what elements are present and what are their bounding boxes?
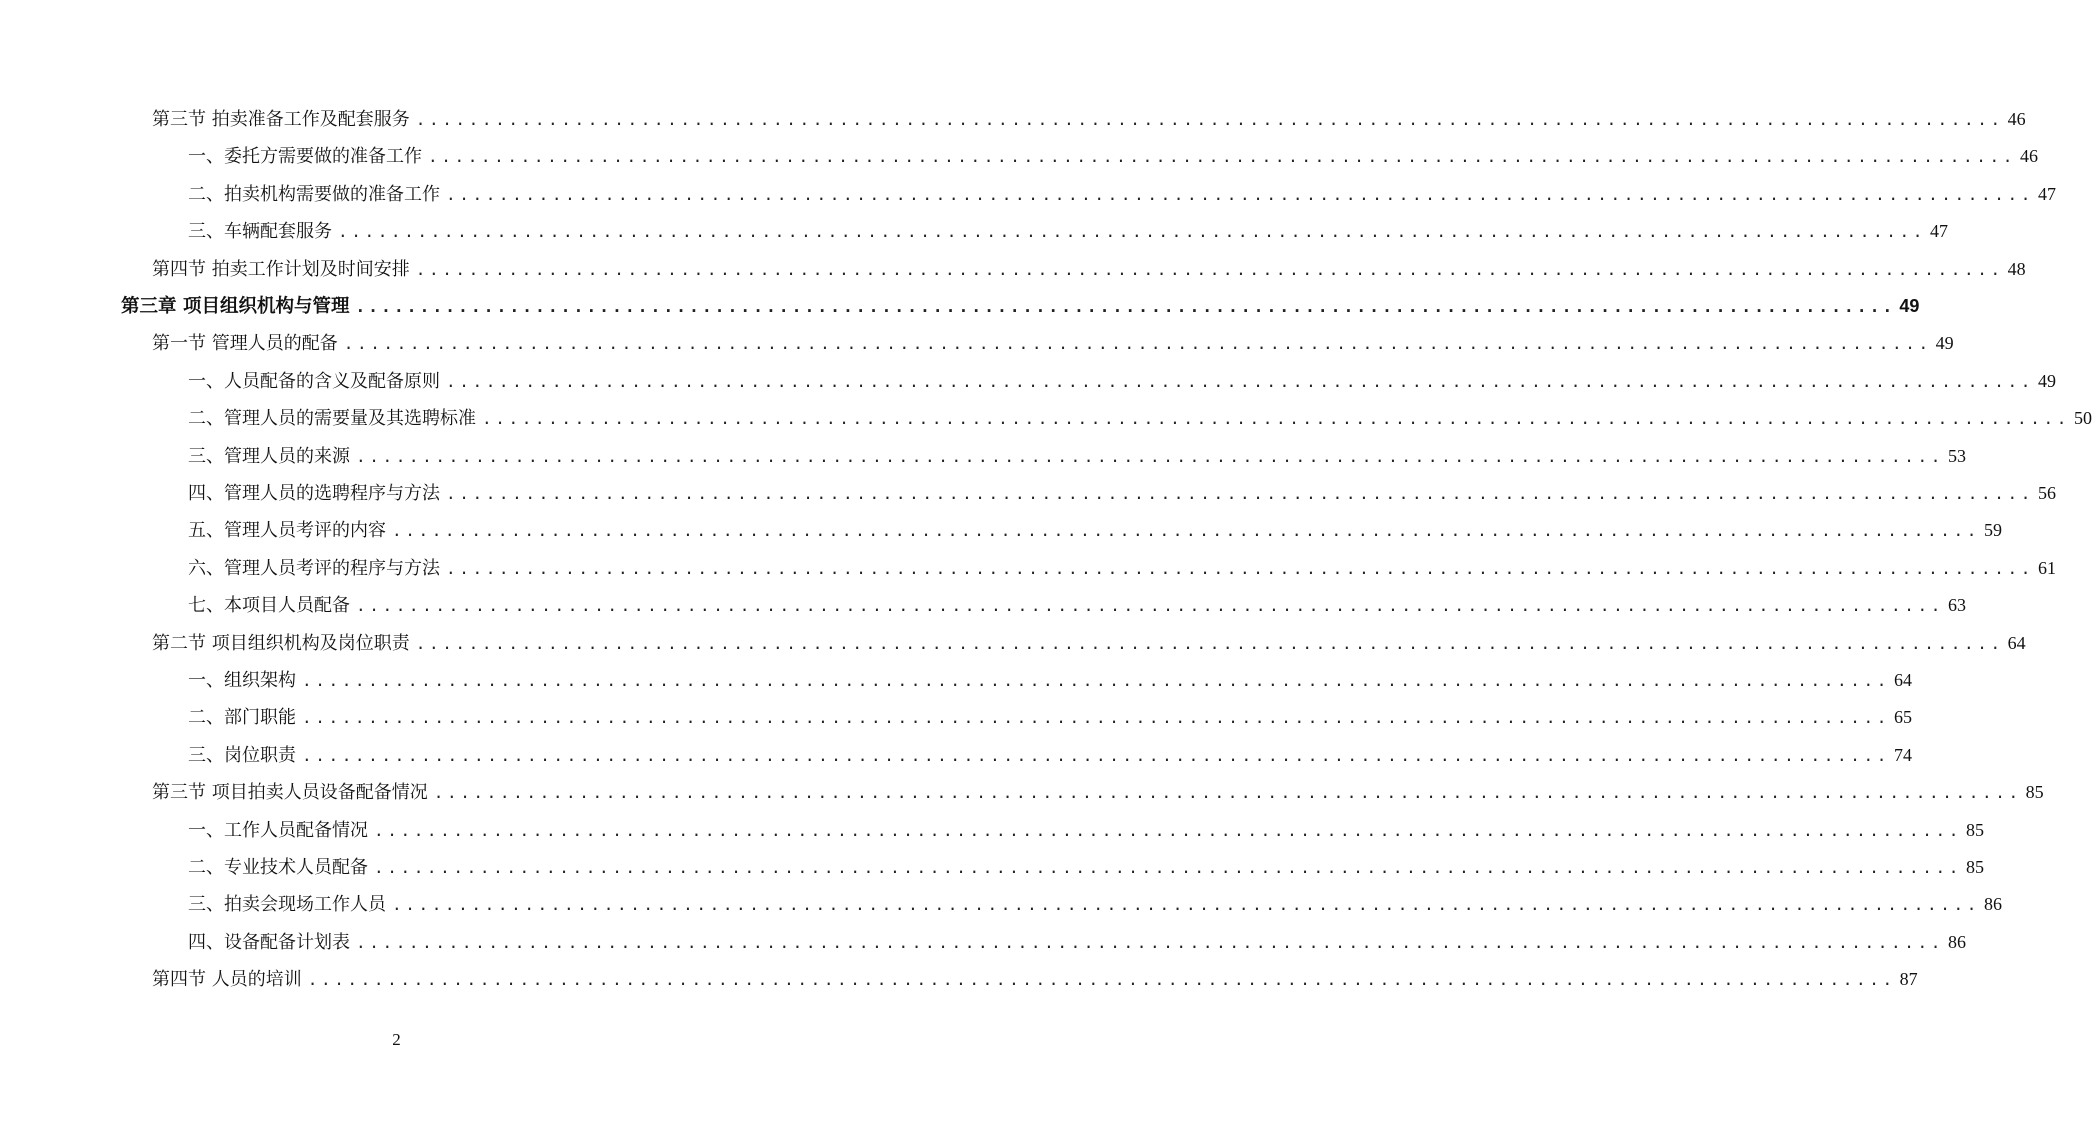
toc-entry[interactable] — [188, 852, 1984, 882]
toc-entry-page: 49 — [1899, 296, 1920, 316]
toc-entry-title: 二、拍卖机构需要做的准备工作 — [188, 183, 440, 205]
toc-entry-title: 第一节 管理人员的配备 — [152, 333, 338, 355]
toc-entry-page: 49 — [1935, 333, 1954, 354]
toc-entry-page: 50 — [2073, 408, 2092, 429]
toc-entry[interactable] — [188, 740, 1912, 770]
toc-entry-title: 四、设备配备计划表 — [188, 931, 350, 953]
toc-entry[interactable] — [152, 254, 2026, 284]
toc-entry-page: 63 — [1947, 595, 1966, 616]
toc-entry-title: 一、委托方需要做的准备工作 — [188, 146, 422, 168]
dot-leader: ........................................................................................................................ — [415, 259, 2004, 279]
toc-entry-title: 五、管理人员考评的内容 — [188, 520, 386, 542]
dot-leader: ........................................................................................................................ — [302, 745, 1890, 765]
toc-entry[interactable] — [188, 927, 1966, 957]
toc-entry-title: 一、人员配备的含义及配备原则 — [188, 370, 440, 392]
dot-leader: ........................................................................................................................ — [428, 147, 2016, 167]
page-number: 2 — [392, 1030, 401, 1049]
toc-entry-title: 二、专业技术人员配备 — [188, 857, 368, 878]
toc-entry-title: 三、岗位职责 — [188, 744, 296, 766]
toc-entry-title: 二、管理人员的需要量及其选聘标准 — [188, 408, 476, 430]
toc-entry-title: 三、拍卖会现场工作人员 — [188, 894, 386, 916]
dot-leader: ........................................................................................................................ — [446, 371, 2034, 391]
toc-entry-page: 47 — [1929, 221, 1948, 242]
toc-entry-page: 53 — [1947, 445, 1966, 466]
toc-entry-title: 一、组织架构 — [188, 670, 296, 691]
dot-leader: ........................................................................................................................ — [355, 297, 1896, 316]
toc-entry[interactable] — [188, 216, 1948, 246]
dot-leader: ........................................................................................................................ — [374, 820, 1962, 840]
toc-entry[interactable] — [152, 964, 1918, 994]
toc-entry-page: 85 — [1965, 857, 1984, 877]
toc-entry-page: 86 — [1947, 931, 1966, 952]
dot-leader: ........................................................................................................................ — [446, 484, 2034, 503]
toc-entry[interactable] — [188, 889, 2002, 919]
toc-entry[interactable] — [188, 366, 2056, 396]
toc-entry[interactable] — [152, 777, 2044, 807]
dot-leader: ........................................................................................................................ — [415, 110, 2004, 129]
toc-entry-page: 86 — [1983, 894, 2002, 915]
dot-leader: ........................................................................................................................ — [302, 671, 1890, 690]
toc-entry-title: 三、管理人员的来源 — [188, 445, 350, 467]
toc-entry-title: 第四节 拍卖工作计划及时间安排 — [152, 258, 410, 280]
toc-entry[interactable] — [188, 141, 2038, 171]
toc-entry[interactable] — [188, 478, 2056, 508]
toc-entry-title: 四、管理人员的选聘程序与方法 — [188, 483, 440, 504]
toc-entry-page: 87 — [1899, 969, 1918, 990]
dot-leader: ........................................................................................................................ — [433, 783, 2022, 803]
dot-leader: ........................................................................................................................ — [446, 184, 2034, 204]
toc-entry-page: 64 — [1893, 670, 1912, 690]
toc-entry-page: 46 — [2007, 109, 2026, 129]
toc-entry-title: 第三节 拍卖准备工作及配套服务 — [152, 109, 410, 130]
dot-leader: ........................................................................................................................ — [307, 970, 1896, 990]
toc-entry[interactable] — [188, 665, 1912, 695]
dot-leader: ........................................................................................................................ — [302, 708, 1890, 728]
toc-entry-title: 第二节 项目组织机构及岗位职责 — [152, 632, 410, 654]
toc-entry-title: 三、车辆配套服务 — [188, 221, 332, 243]
toc-entry-page: 74 — [1893, 744, 1912, 765]
toc-entry[interactable] — [188, 403, 2092, 433]
toc-entry[interactable] — [188, 179, 2056, 209]
dot-leader: ........................................................................................................................ — [482, 409, 2070, 429]
dot-leader: ........................................................................................................................ — [392, 521, 1980, 541]
dot-leader: ........................................................................................................................ — [356, 596, 1944, 616]
toc-entry-page: 47 — [2037, 183, 2056, 204]
toc-entry[interactable] — [188, 515, 2002, 545]
toc-entry-page: 46 — [2019, 146, 2038, 167]
dot-leader: ........................................................................................................................ — [374, 858, 1962, 877]
dot-leader: ........................................................................................................................ — [392, 895, 1980, 915]
toc-entry-page: 64 — [2007, 632, 2026, 653]
dot-leader: ........................................................................................................................ — [338, 222, 1926, 242]
toc-entry[interactable] — [188, 590, 1966, 620]
toc-entry-page: 56 — [2037, 483, 2056, 503]
dot-leader: ........................................................................................................................ — [356, 446, 1944, 466]
toc-entry[interactable] — [152, 328, 1954, 358]
toc-entry[interactable] — [188, 702, 1912, 732]
toc-entry[interactable] — [188, 815, 1984, 845]
toc-entry[interactable] — [188, 553, 2056, 583]
dot-leader: ........................................................................................................................ — [446, 558, 2034, 578]
dot-leader: ........................................................................................................................ — [415, 633, 2004, 653]
toc-entry-page: 59 — [1983, 520, 2002, 541]
toc-entry-page: 85 — [1965, 819, 1984, 840]
dot-leader: ........................................................................................................................ — [343, 334, 1932, 354]
toc-entry-page: 48 — [2007, 258, 2026, 279]
toc-entry-title: 七、本项目人员配备 — [188, 595, 350, 617]
toc-entry-title: 一、工作人员配备情况 — [188, 819, 368, 841]
toc-entry[interactable] — [152, 104, 2026, 134]
toc-entry-title: 第三节 项目拍卖人员设备配备情况 — [152, 782, 428, 804]
toc-entry-page: 49 — [2037, 370, 2056, 391]
toc-entry-page: 85 — [2025, 782, 2044, 803]
toc-entry-title: 第四节 人员的培训 — [152, 969, 302, 991]
toc-entry-page: 61 — [2037, 557, 2056, 578]
toc-entry[interactable] — [188, 441, 1966, 471]
toc-entry[interactable] — [152, 628, 2026, 658]
toc-entry-page: 65 — [1893, 707, 1912, 728]
toc-entry[interactable] — [121, 291, 1920, 321]
toc-entry-title: 第三章 项目组织机构与管理 — [121, 296, 350, 317]
toc-entry-title: 二、部门职能 — [188, 707, 296, 729]
toc-entry-title: 六、管理人员考评的程序与方法 — [188, 557, 440, 579]
dot-leader: ........................................................................................................................ — [356, 932, 1944, 952]
